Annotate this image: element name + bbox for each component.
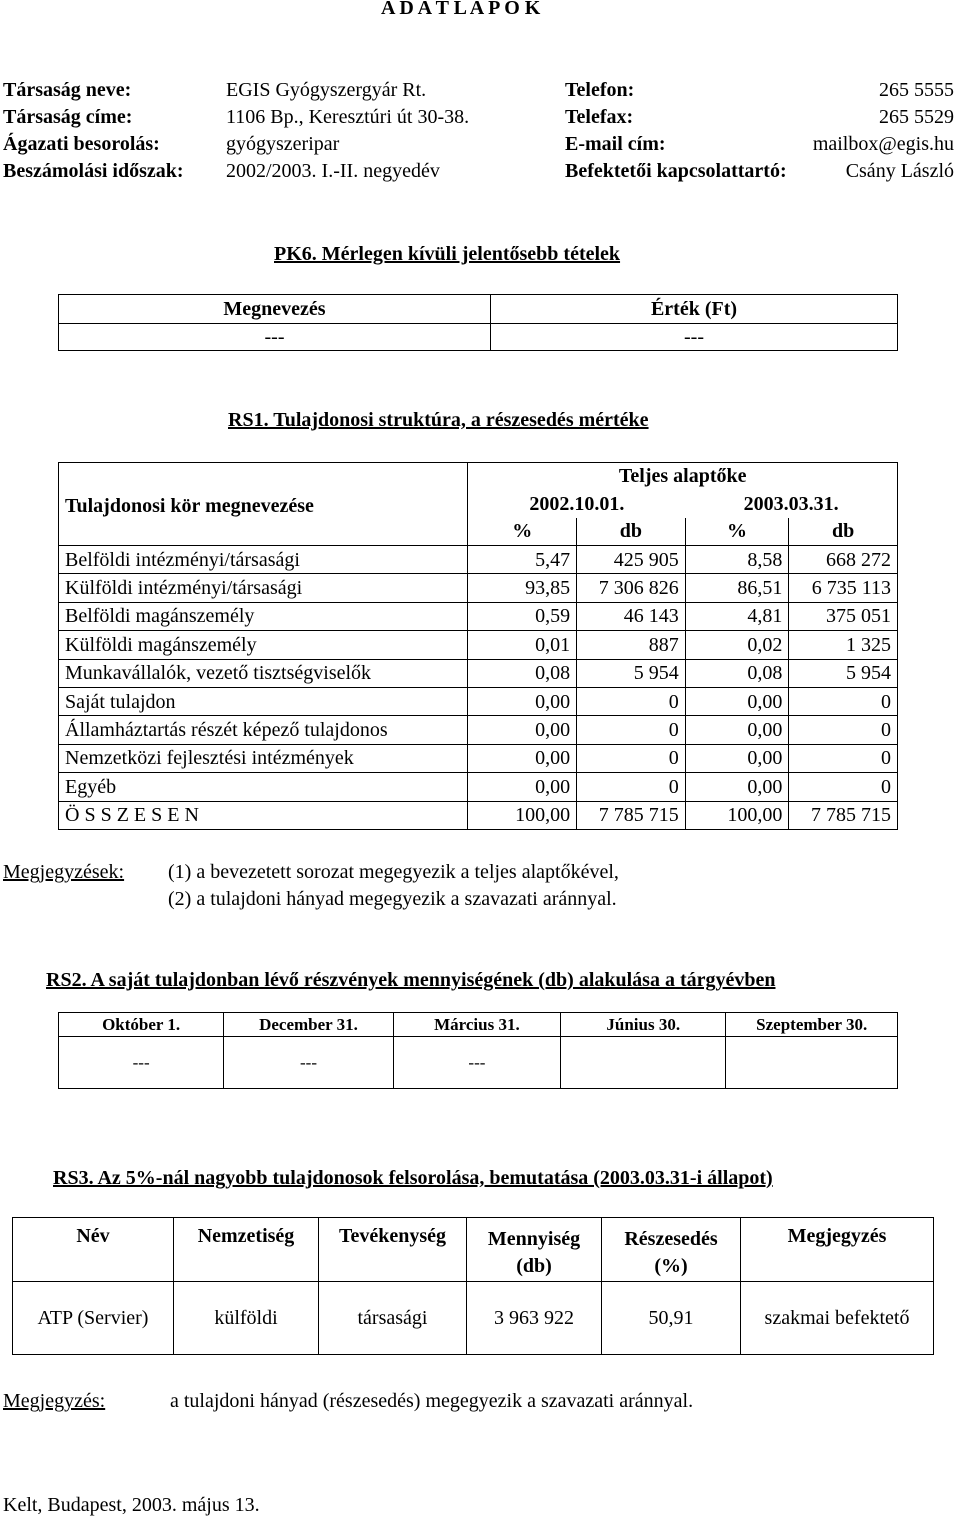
rs1-cell-d1: 46 143 (577, 602, 686, 630)
rs2-header-3: Június 30. (561, 1013, 726, 1037)
rs1-cell-name: Külföldi intézményi/társasági (59, 574, 468, 602)
rs2-header-2: Március 31. (393, 1013, 560, 1037)
rs1-cell-name: Ö S S Z E S E N (59, 801, 468, 829)
pk6-table (58, 294, 898, 351)
rs1-cell-d1: 425 905 (577, 546, 686, 574)
company-period: 2002/2003. I.-II. negyedév (226, 160, 440, 182)
footer-date: Kelt, Budapest, 2003. május 13. (3, 1494, 260, 1516)
rs1-header-owner: Tulajdonosi kör megnevezése (59, 463, 468, 546)
rs1-cell-p2: 100,00 (685, 801, 789, 829)
rs1-db2-header: db (789, 518, 898, 546)
rs3-header-share: Részesedés (%) (602, 1218, 741, 1282)
rs1-row (59, 602, 898, 630)
rs1-title: RS1. Tulajdonosi struktúra, a részesedés mértéke (228, 409, 649, 431)
rs1-row (59, 744, 898, 772)
rs1-cell-p1: 93,85 (468, 574, 577, 602)
rs1-cell-d2: 5 954 (789, 659, 898, 687)
rs3-row-note: szakmai befektető (741, 1282, 934, 1355)
phone-value: 265 5555 (879, 79, 954, 101)
rs1-note-2: (2) a tulajdoni hányad megegyezik a szavazati aránnyal. (168, 888, 617, 910)
rs1-cell-name: Nemzetközi fejlesztési intézmények (59, 744, 468, 772)
email-label: E-mail cím: (565, 133, 666, 155)
pk6-row-name: --- (59, 324, 491, 351)
rs3-table (12, 1217, 934, 1355)
rs3-row-activity: társasági (319, 1282, 467, 1355)
rs1-cell-name: Egyéb (59, 773, 468, 801)
rs3-note: a tulajdoni hányad (részesedés) megegyezik a szavazati aránnyal. (170, 1390, 694, 1412)
contact-value: Csány László (845, 160, 954, 182)
rs1-header-group: Teljes alaptőke (468, 463, 898, 490)
rs2-value-4 (726, 1037, 898, 1089)
phone-label: Telefon: (565, 79, 635, 101)
rs1-cell-p1: 0,00 (468, 773, 577, 801)
rs1-cell-d2: 668 272 (789, 546, 898, 574)
rs1-cell-p1: 100,00 (468, 801, 577, 829)
fax-value: 265 5529 (879, 106, 954, 128)
rs1-cell-p2: 0,02 (685, 631, 789, 659)
company-name-label: Társaság neve: (3, 79, 132, 101)
pk6-header-value: Érték (Ft) (491, 295, 898, 324)
rs1-row (59, 716, 898, 744)
rs2-table (58, 1012, 898, 1089)
rs1-cell-d1: 0 (577, 687, 686, 715)
company-sector: gyógyszeripar (226, 133, 340, 155)
rs1-cell-p2: 0,00 (685, 687, 789, 715)
company-period-label: Beszámolási időszak: (3, 160, 184, 182)
rs1-cell-d1: 0 (577, 744, 686, 772)
rs3-row-name: ATP (Servier) (13, 1282, 174, 1355)
rs1-cell-p2: 0,00 (685, 773, 789, 801)
rs1-cell-name: Belföldi magánszemély (59, 602, 468, 630)
company-address: 1106 Bp., Keresztúri út 30-38. (226, 106, 470, 128)
rs1-cell-d2: 6 735 113 (789, 574, 898, 602)
rs1-pct1-header: % (468, 518, 577, 546)
rs2-value-3 (561, 1037, 726, 1089)
rs2-value-1: --- (224, 1037, 394, 1089)
rs1-row (59, 801, 898, 829)
rs2-value-0: --- (59, 1037, 224, 1089)
rs2-title: RS2. A saját tulajdonban lévő részvények mennyiségének (db) alakulása a tárgyévben (46, 969, 776, 991)
rs1-cell-p2: 86,51 (685, 574, 789, 602)
rs1-note-1: (1) a bevezetett sorozat megegyezik a teljes alaptőkével, (168, 861, 619, 883)
rs1-row (59, 546, 898, 574)
rs2-header-0: Október 1. (59, 1013, 224, 1037)
company-name: EGIS Gyógyszergyár Rt. (226, 79, 427, 101)
rs1-notes-label: Megjegyzések: (3, 861, 125, 883)
rs3-header-quantity: Mennyiség (db) (467, 1218, 602, 1282)
rs3-header-note: Megjegyzés (741, 1218, 934, 1282)
rs1-table (58, 462, 898, 830)
rs1-cell-d2: 1 325 (789, 631, 898, 659)
email-value[interactable]: mailbox@egis.hu (812, 133, 954, 155)
rs1-cell-p1: 0,00 (468, 687, 577, 715)
rs1-cell-name: Államháztartás részét képező tulajdonos (59, 716, 468, 744)
rs1-row (59, 659, 898, 687)
page-title: A D A T L A P O K (381, 0, 541, 19)
rs1-cell-name: Munkavállalók, vezető tisztségviselők (59, 659, 468, 687)
rs1-cell-p2: 0,00 (685, 716, 789, 744)
rs1-cell-d2: 0 (789, 773, 898, 801)
rs1-row (59, 687, 898, 715)
rs2-value-2: --- (393, 1037, 560, 1089)
rs1-cell-p1: 0,01 (468, 631, 577, 659)
rs1-cell-p2: 0,00 (685, 744, 789, 772)
contact-label: Befektetői kapcsolattartó: (565, 160, 787, 182)
rs1-cell-p1: 0,00 (468, 744, 577, 772)
pk6-row-value: --- (491, 324, 898, 351)
rs3-note-label: Megjegyzés: (3, 1390, 106, 1412)
rs1-row (59, 773, 898, 801)
rs3-row-share: 50,91 (602, 1282, 741, 1355)
rs1-cell-d2: 0 (789, 687, 898, 715)
rs2-header-1: December 31. (224, 1013, 394, 1037)
pk6-header-name: Megnevezés (59, 295, 491, 324)
rs3-title: RS3. Az 5%-nál nagyobb tulajdonosok felsorolása, bemutatása (2003.03.31-i állapot) (53, 1167, 773, 1189)
rs1-cell-d2: 7 785 715 (789, 801, 898, 829)
rs1-row (59, 574, 898, 602)
rs1-cell-d2: 0 (789, 744, 898, 772)
rs1-cell-p1: 5,47 (468, 546, 577, 574)
rs1-date1: 2002.10.01. (468, 490, 685, 518)
rs1-cell-name: Saját tulajdon (59, 687, 468, 715)
rs1-cell-d2: 375 051 (789, 602, 898, 630)
rs1-db1-header: db (577, 518, 686, 546)
rs2-header-4: Szeptember 30. (726, 1013, 898, 1037)
rs1-pct2-header: % (685, 518, 789, 546)
rs1-cell-p2: 8,58 (685, 546, 789, 574)
rs1-cell-p1: 0,08 (468, 659, 577, 687)
rs1-cell-name: Belföldi intézményi/társasági (59, 546, 468, 574)
rs1-cell-p2: 4,81 (685, 602, 789, 630)
rs1-cell-d1: 5 954 (577, 659, 686, 687)
rs3-header-activity: Tevékenység (319, 1218, 467, 1282)
rs1-cell-d1: 7 306 826 (577, 574, 686, 602)
rs1-cell-d1: 7 785 715 (577, 801, 686, 829)
rs1-cell-p1: 0,59 (468, 602, 577, 630)
company-sector-label: Ágazati besorolás: (3, 133, 160, 155)
rs1-cell-d1: 887 (577, 631, 686, 659)
rs3-row-quantity: 3 963 922 (467, 1282, 602, 1355)
rs1-cell-p2: 0,08 (685, 659, 789, 687)
rs3-header-nationality: Nemzetiség (174, 1218, 319, 1282)
rs1-row (59, 631, 898, 659)
rs1-cell-d2: 0 (789, 716, 898, 744)
rs1-date2: 2003.03.31. (685, 490, 897, 518)
company-address-label: Társaság címe: (3, 106, 133, 128)
rs3-header-name: Név (13, 1218, 174, 1282)
rs1-cell-p1: 0,00 (468, 716, 577, 744)
fax-label: Telefax: (565, 106, 634, 128)
rs1-cell-name: Külföldi magánszemély (59, 631, 468, 659)
pk6-title: PK6. Mérlegen kívüli jelentősebb tételek (274, 243, 621, 265)
rs1-cell-d1: 0 (577, 716, 686, 744)
rs1-cell-d1: 0 (577, 773, 686, 801)
rs3-row-nationality: külföldi (174, 1282, 319, 1355)
